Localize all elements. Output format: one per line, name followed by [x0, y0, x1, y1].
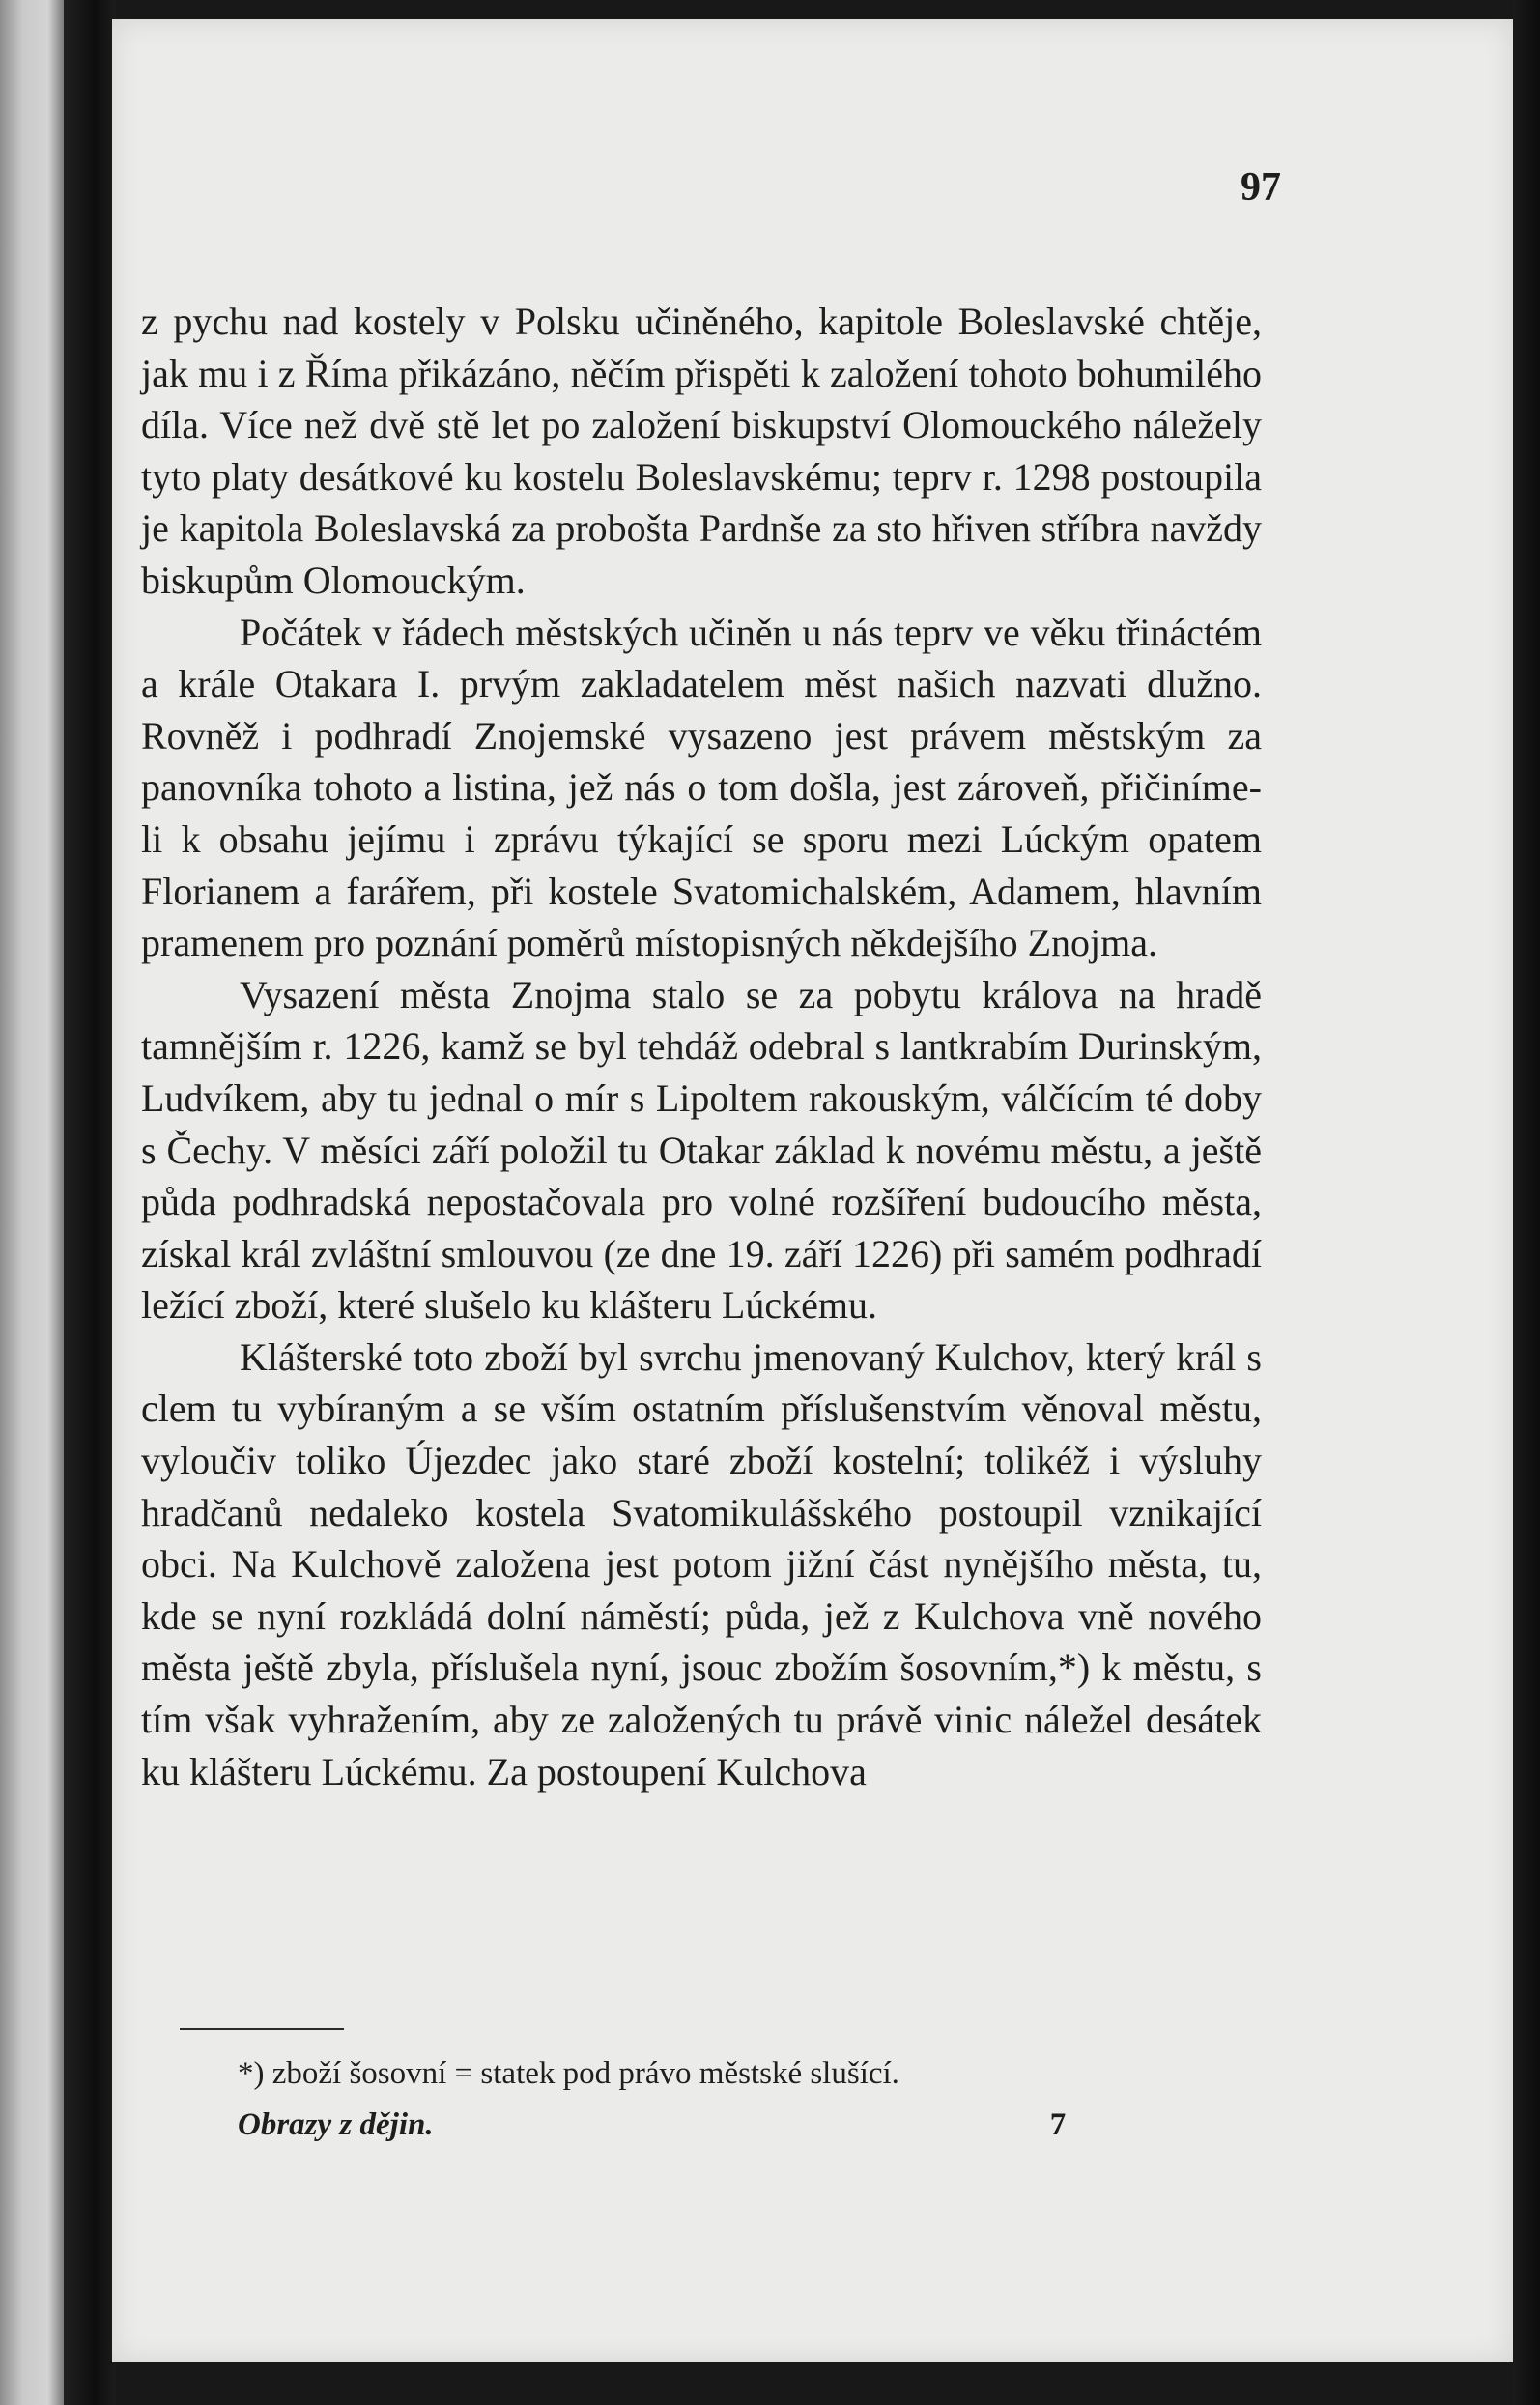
paragraph-town-law: Počátek v řádech městských učiněn u nás teprv ve věku třináctém a krále Otakara I. prvým zakladatelem měst našich nazvati dlužno. Rovněž i podhradí Znojemské vysazeno jest právem městským za panovníka tohoto a listina, jež nás o tom došla, jest zároveň, přičiníme-li k obsahu jejímu i zprávu týkající se sporu mezi Lúckým opatem Florianem a farářem, při kostele Svatomichalském, Adamem, hlavním pramenem pro poznání poměrů místopisných někdejšího Znojma. — [141, 610, 1262, 965]
footnote-divider — [180, 2028, 344, 2030]
paragraph-continuation: z pychu nad kostely v Polsku učiněného, kapitole Boleslavské chtěje, jak mu i z Říma přikázáno, něčím přispěti k založení tohoto bohumilého díla. Více než dvě stě let po založení biskupství Olomouckého náležely tyto platy desátkové ku kostelu Boleslavskému; teprv r. 1298 postoupila je kapitola Boleslavská za probošta Pardnše za sto hřiven stříbra navždy biskupům Olomouckým. — [141, 300, 1262, 602]
page-number: 97 — [1241, 165, 1281, 210]
printer-signature-number: 7 — [1049, 2107, 1067, 2142]
scan-border — [1513, 0, 1540, 2405]
footnote: *) zboží šosovní = statek pod právo městské slušící. — [238, 2056, 899, 2091]
book-gutter — [64, 0, 116, 2405]
printer-signature-title: Obrazy z dějin. — [238, 2107, 434, 2142]
body-text — [141, 296, 1262, 1797]
facing-page-edge — [0, 0, 64, 2405]
paragraph-kulchov: Klášterské toto zboží byl svrchu jmenovaný Kulchov, který král s clem tu vybíraným a se vším ostatním příslušenstvím věnoval městu, vyloučiv toliko Újezdec jako staré zboží kostelní; tolikéž i výsluhy hradčanů nedaleko kostela Svatomikulášského postoupil vznikající obci. Na Kulchově založena jest potom jižní část nynějšího města, tu, kde se nyní rozkládá dolní náměstí; půda, jež z Kulchova vně nového města ještě zbyla, příslušela nyní, jsouc zbožím šosovním,*) k městu, s tím však vyhražením, aby ze založených tu právě vinic náležel desátek ku klášteru Lúckému. Za postoupení Kulchova — [141, 1334, 1262, 1793]
paragraph-znojmo-founding: Vysazení města Znojma stalo se za pobytu králova na hradě tamnějším r. 1226, kamž se byl tehdáž odebral s lantkrabím Durinským, Ludvíkem, aby tu jednal o mír s Lipoltem rakouským, válčícím té doby s Čechy. V měsíci září položil tu Otakar základ k novému městu, a ještě půda podhradská nepostačovala pro volné rozšíření budoucího města, získal král zvláštní smlouvou (ze dne 19. září 1226) při samém podhradí ležící zboží, které slušelo ku klášteru Lúckému. — [141, 972, 1262, 1328]
